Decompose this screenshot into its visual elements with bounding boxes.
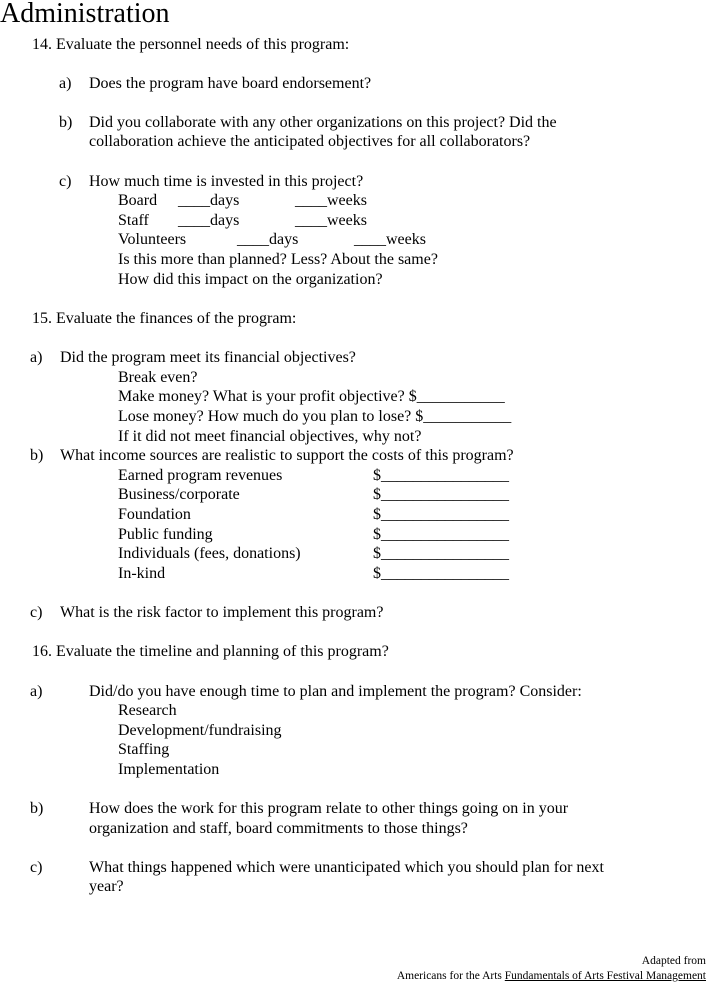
- consider-item: Development/fundraising: [118, 722, 282, 739]
- footer-source: [397, 970, 706, 983]
- volunteers-weeks-blank: ____weeks: [354, 231, 426, 248]
- board-days-blank: ____days: [178, 192, 240, 209]
- q16-c-line2: year?: [89, 878, 124, 895]
- q14-b-line1: Did you collaborate with any other organizations on this project? Did the: [89, 114, 557, 131]
- income-blank: $________________: [373, 565, 509, 582]
- q15-a-marker: a): [30, 349, 43, 366]
- income-blank: $________________: [373, 506, 509, 523]
- q14-b-marker: b): [59, 114, 73, 131]
- make-money: Make money? What is your profit objective? $___________: [118, 388, 505, 405]
- more-than-planned: Is this more than planned? Less? About the same?: [118, 251, 438, 268]
- consider-item: Staffing: [118, 741, 170, 758]
- income-blank: $________________: [373, 486, 509, 503]
- board-weeks-blank: ____weeks: [295, 192, 367, 209]
- q16-b-line1: How does the work for this program relate to other things going on in your: [89, 800, 569, 817]
- q16-a-marker: a): [30, 683, 43, 700]
- q14-c-marker: c): [59, 173, 72, 190]
- q16-a-text: Did/do you have enough time to plan and implement the program? Consider:: [89, 683, 582, 700]
- consider-item: Implementation: [118, 761, 220, 778]
- volunteers-days-blank: ____days: [237, 231, 299, 248]
- q14-c-text: How much time is invested in this project?: [89, 173, 364, 190]
- q15-heading: 15. Evaluate the finances of the program:: [32, 310, 297, 327]
- volunteers-label: Volunteers: [118, 231, 187, 248]
- q14-b-line2: collaboration achieve the anticipated objectives for all collaborators?: [89, 133, 531, 150]
- q14-a-marker: a): [59, 75, 72, 92]
- lose-money: Lose money? How much do you plan to lose? $___________: [118, 408, 512, 425]
- footer-source-prefix: Americans for the Arts: [396, 970, 505, 982]
- q16-b-line2: organization and staff, board commitments to those things?: [89, 820, 468, 837]
- q14-heading: 14. Evaluate the personnel needs of this program:: [32, 36, 350, 53]
- q15-b-text: What income sources are realistic to support the costs of this program?: [60, 447, 514, 464]
- income-blank: $________________: [373, 526, 509, 543]
- staff-days-blank: ____days: [178, 212, 240, 229]
- q16-c-line1: What things happened which were unanticipated which you should plan for next: [89, 859, 604, 876]
- q16-heading: 16. Evaluate the timeline and planning of this program?: [32, 643, 389, 660]
- impact-question: How did this impact on the organization?: [118, 271, 383, 288]
- income-blank: $________________: [373, 545, 509, 562]
- income-label: Public funding: [118, 526, 213, 543]
- income-label: In-kind: [118, 565, 166, 582]
- not-met-question: If it did not meet financial objectives, why not?: [118, 428, 422, 445]
- income-blank: $________________: [373, 467, 509, 484]
- q16-c-marker: c): [30, 859, 43, 876]
- board-label: Board: [118, 192, 158, 209]
- footer-adapted-from: Adapted from: [641, 955, 706, 967]
- staff-label: Staff: [118, 212, 149, 229]
- income-label: Individuals (fees, donations): [118, 545, 301, 562]
- consider-item: Research: [118, 702, 177, 719]
- q15-c-text: What is the risk factor to implement this program?: [60, 604, 384, 621]
- page-title: Administration: [0, 0, 170, 29]
- income-label: Business/corporate: [118, 486, 240, 503]
- income-label: Earned program revenues: [118, 467, 283, 484]
- break-even: Break even?: [118, 369, 198, 386]
- q16-b-marker: b): [30, 800, 44, 817]
- q14-a-text: Does the program have board endorsement?: [89, 75, 372, 92]
- q15-a-text: Did the program meet its financial objectives?: [60, 349, 356, 366]
- footer-book-title: Fundamentals of Arts Festival Management: [504, 970, 706, 982]
- q15-b-marker: b): [30, 447, 44, 464]
- staff-weeks-blank: ____weeks: [295, 212, 367, 229]
- income-label: Foundation: [118, 506, 191, 523]
- q15-c-marker: c): [30, 604, 43, 621]
